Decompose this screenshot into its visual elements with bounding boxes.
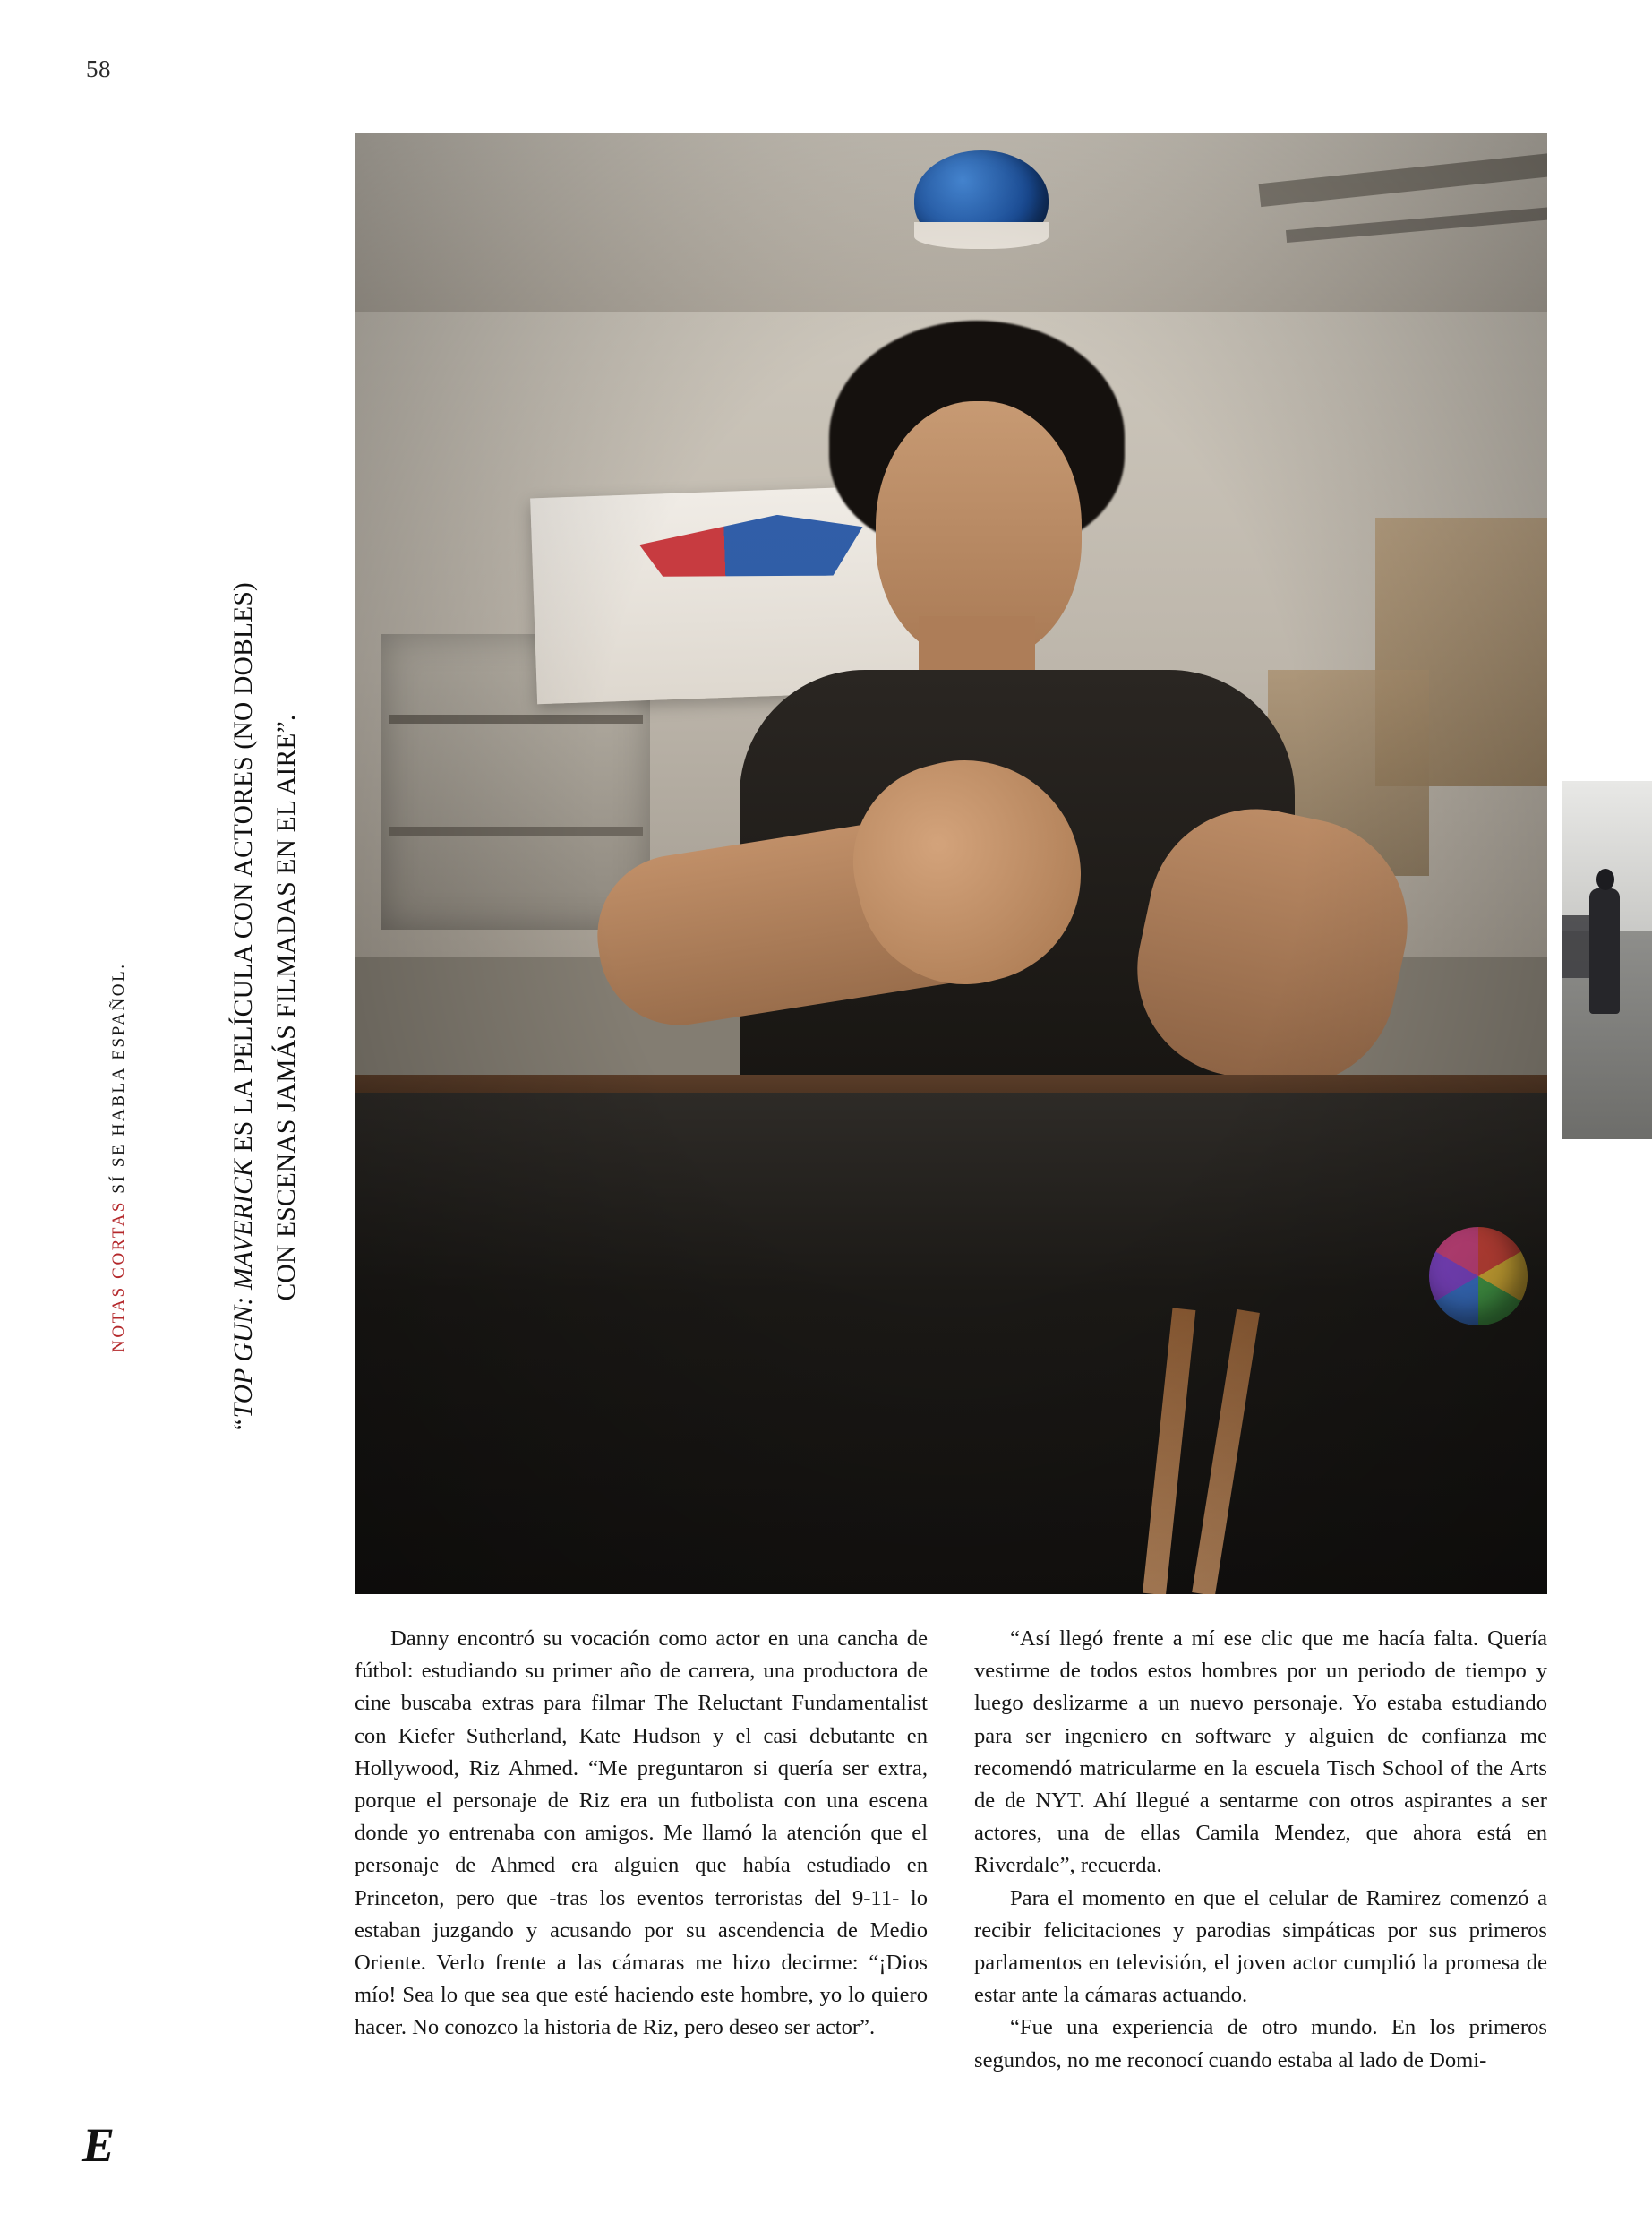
section-kicker [109,962,129,1352]
deck-title-italic: “TOP GUN: MAVERICK [229,1159,258,1433]
secondary-photo-figure [1589,888,1620,1014]
left-rail [0,0,340,2239]
photo-vignette [355,133,1547,1594]
kicker-section-label: NOTAS CORTAS [109,1199,128,1352]
deck-line-two: CON ESCENAS JAMÁS FILMADAS EN EL AIRE”. [272,714,301,1301]
kicker-subtitle: SÍ SE HABLA ESPAÑOL. [109,962,128,1200]
body-paragraph: Para el momento en que el celular de Ramirez comenzó a recibir felicitaciones y parodias simpáticas por sus primeros parlamentos en televisión, el joven actor cumplió la promesa de estar ante la cámaras actuando. [974,1885,1547,2008]
body-paragraph: Danny encontró su vocación como actor en una cancha de fútbol: estudiando su primer año de carrera, una productora de cine buscaba extras para filmar The Reluctant Fundamentalist con Kiefer Sutherland, Kate Hudson y el casi debutante en Hollywood, Riz Ahmed. “Me preguntaron si quería ser extra, porque el personaje de Riz era un futbolista con una escena donde yo entrenaba con amigos. Me llamó la atención que el personaje de Ahmed era alguien que había estudiado en Princeton, pero que -tras los eventos terroristas del 9-11- lo estaban juzgando y acusando por su ascendencia de Medio Oriente. Verlo frente a las cámaras me hizo decirme: “¡Dios mío! Sea lo que sea que esté haciendo este hombre, yo lo quiero hacer. No conozco la historia de Riz, pero deseo ser actor”. [355,1626,928,2040]
pull-quote-deck [222,412,308,1603]
body-column-left [355,1623,928,2045]
main-photo [355,133,1547,1594]
deck-line-one: ES LA PELÍCULA CON ACTORES (NO DOBLES) [229,582,258,1160]
body-paragraph: “Así llegó frente a mí ese clic que me hacía falta. Quería vestirme de todos estos hombres por un periodo de tiempo y luego deslizarme a un nuevo personaje. Yo estaba estudiando para ser ingeniero en software y alguien de confianza me recomendó matricularme en la escuela Tisch School of the Arts de de NYT. Ahí llegué a sentarme con otros aspirantes a ser actores, una de ellas Camila Mendez, que ahora está en Riverdale”, recuerda. [974,1626,1547,1878]
page-number: 58 [86,56,111,82]
body-paragraph: “Fue una experiencia de otro mundo. En los primeros segundos, no me reconocí cuando estaba al lado de Domi- [974,2015,1547,2072]
secondary-photo [1562,781,1652,1139]
body-column-right [974,1623,1547,2077]
logo-glyph: E [82,2118,114,2172]
publisher-logo [82,2118,141,2172]
